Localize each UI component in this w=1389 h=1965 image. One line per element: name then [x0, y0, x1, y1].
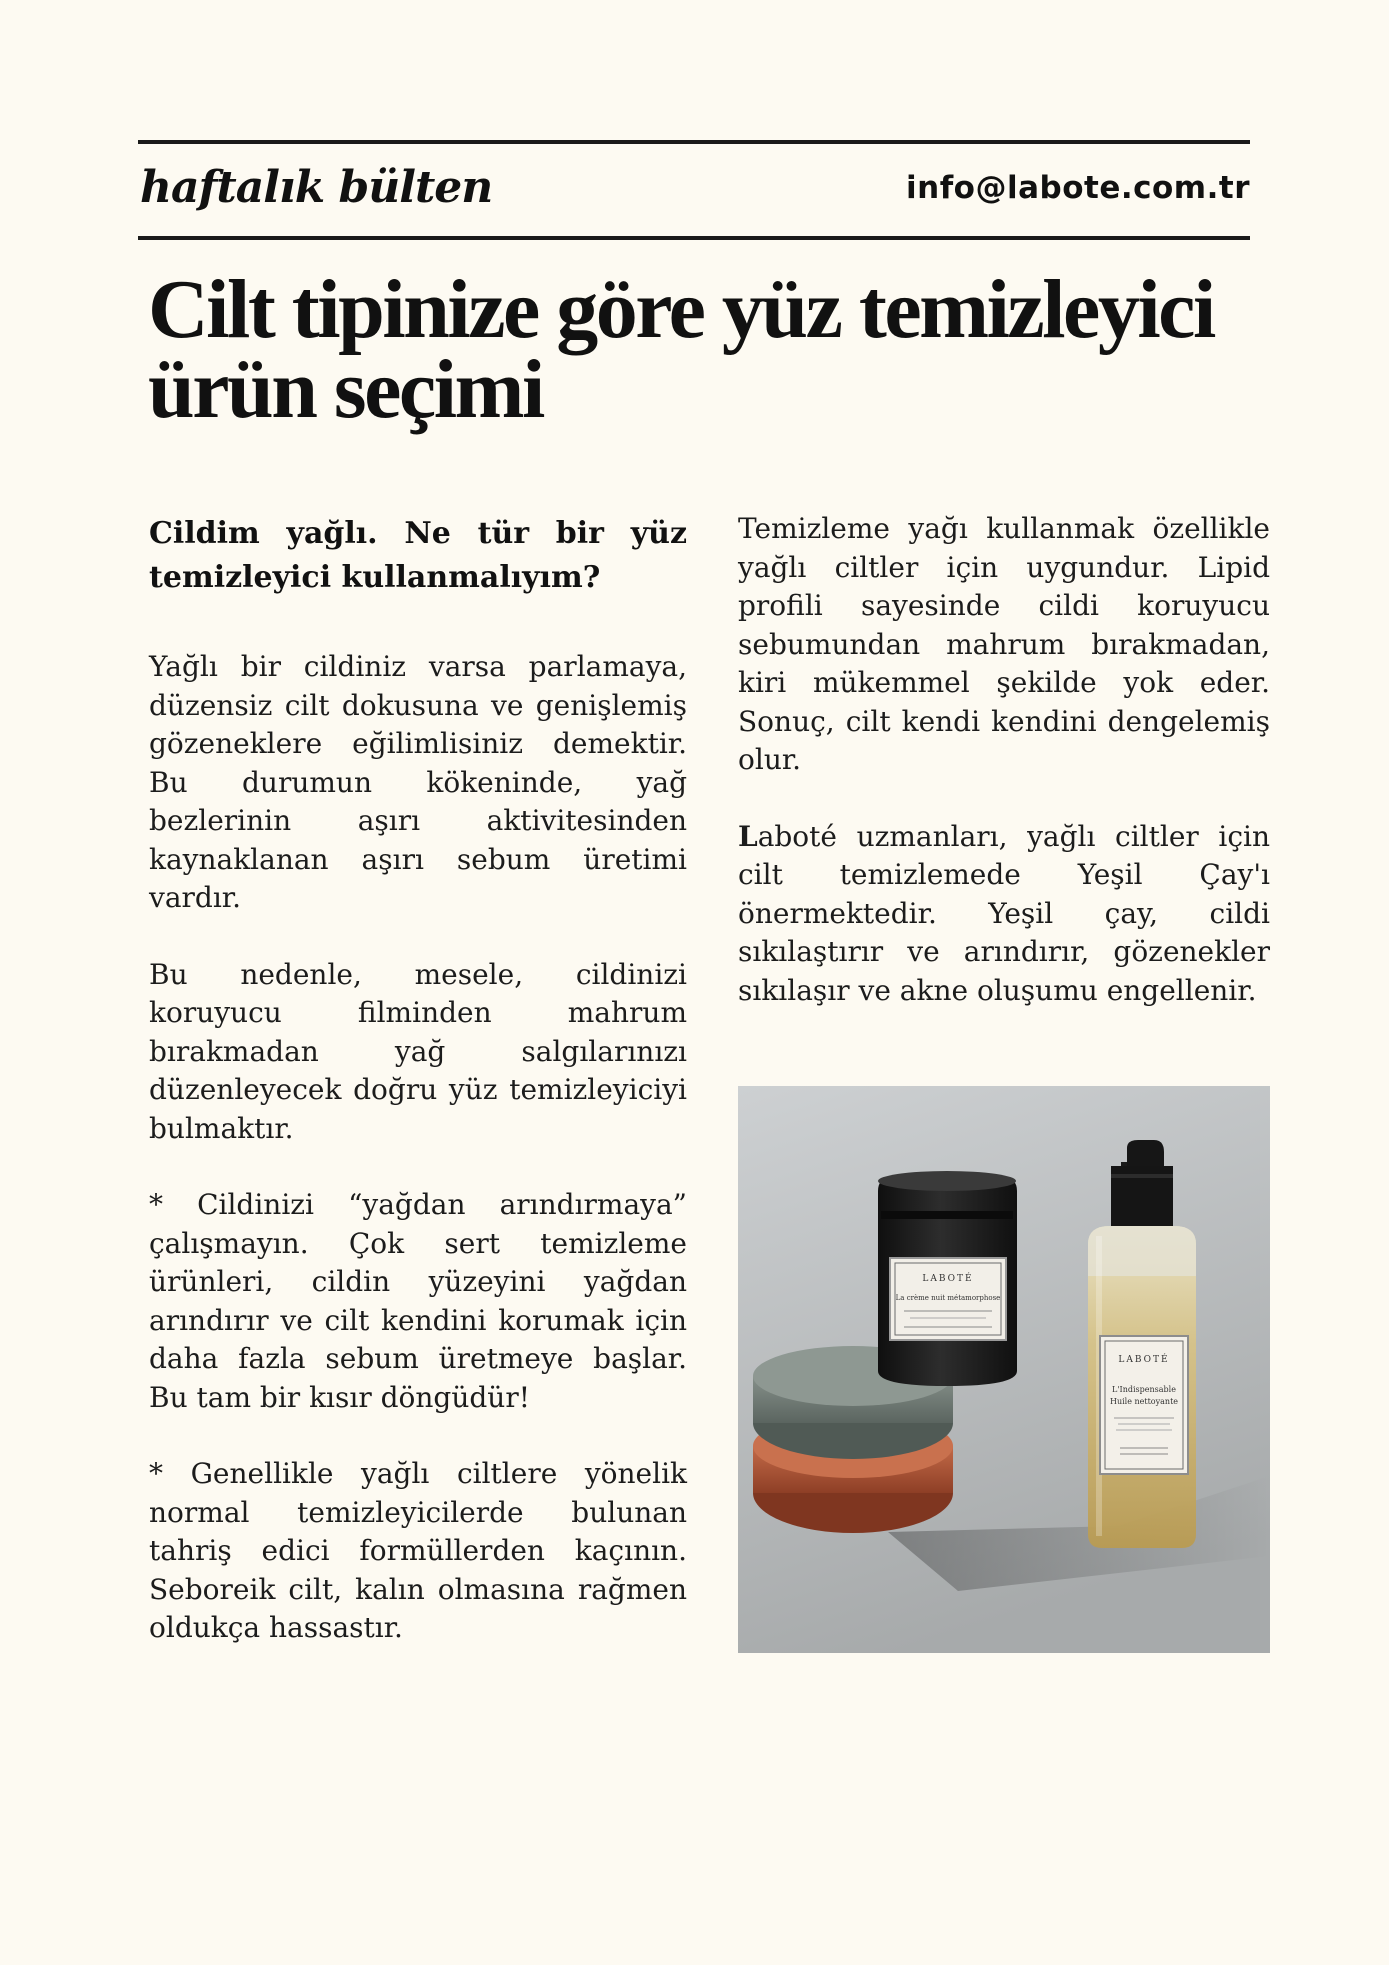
- header-rule-top: [138, 140, 1250, 144]
- bottle-label-line-2: Huile nettoyante: [1109, 1397, 1179, 1406]
- left-column: [149, 512, 687, 1686]
- expert-drop-letter: L: [738, 819, 758, 853]
- paragraph-goal: Bu nedenle, mesele, cildinizi koruyucu filminden mahrum bırakmadan yağ salgılarınızı düzenleyecek doğru yüz temizleyiciyi bulmaktır.: [149, 957, 687, 1145]
- bottle-brand: LABOTÉ: [1118, 1355, 1170, 1365]
- question-heading: Cildim yağlı. Ne tür bir yüz temizleyici kullanmalıyım?: [149, 516, 687, 595]
- jar-brand: LABOTÉ: [922, 1274, 974, 1284]
- right-column: [738, 510, 1270, 1048]
- product-photo-illustration: [738, 1086, 1270, 1653]
- paragraph-expert-advice: [738, 818, 1270, 1011]
- tip-dont-strip: * Cildinizi “yağdan arındırmaya” çalışmayın. Çok sert temizleme ürünleri, cildin yüzeyini yağdan arındırır ve cilt kendini korumak için daha fazla sebum üretmeye başlar. Bu tam bir kısır döngüdür!: [149, 1188, 687, 1414]
- jar-label: La crème nuit métamorphose: [895, 1294, 1001, 1302]
- header-rule-bottom: [138, 236, 1250, 240]
- article-headline: Cilt tipinize göre yüz temizleyici ürün seçimi: [148, 263, 1214, 436]
- expert-text: aboté uzmanları, yağlı ciltler için cilt temizlemede Yeşil Çay'ı önermektedir. Yeşil çay, cildi sıkılaştırır ve arındırır, gözenekler sıkılaşır ve akne oluşumu engellenir.: [738, 819, 1270, 1007]
- paragraph-cleansing-oil: Temizleme yağı kullanmak özellikle yağlı ciltler için uygundur. Lipid profili sayesinde cildi koruyucu sebumundan mahrum bırakmadan, kiri mükemmel şekilde yok eder. Sonuç, cilt kendi kendini dengelemiş olur.: [738, 512, 1270, 776]
- product-photo: [738, 1086, 1270, 1653]
- night-cream-jar: [878, 1171, 1017, 1386]
- tip-avoid-irritants: * Genellikle yağlı ciltlere yönelik normal temizleyicilerde bulunan tahriş edici formüllerden kaçının. Seboreik cilt, kalın olmasına rağmen oldukça hassastır.: [149, 1457, 687, 1644]
- bottle-label-line-1: L'Indispensable: [1112, 1385, 1176, 1394]
- newsletter-brand: haftalık bülten: [140, 162, 493, 213]
- paragraph-oily-skin: Yağlı bir cildiniz varsa parlamaya, düzensiz cilt dokusuna ve genişlemiş gözeneklere eğilimlisiniz demektir. Bu durumun kökeninde, yağ bezlerinin aşırı aktivitesinden kaynaklanan aşırı sebum üretimi vardır.: [149, 650, 687, 914]
- contact-email[interactable]: info@labote.com.tr: [906, 170, 1250, 206]
